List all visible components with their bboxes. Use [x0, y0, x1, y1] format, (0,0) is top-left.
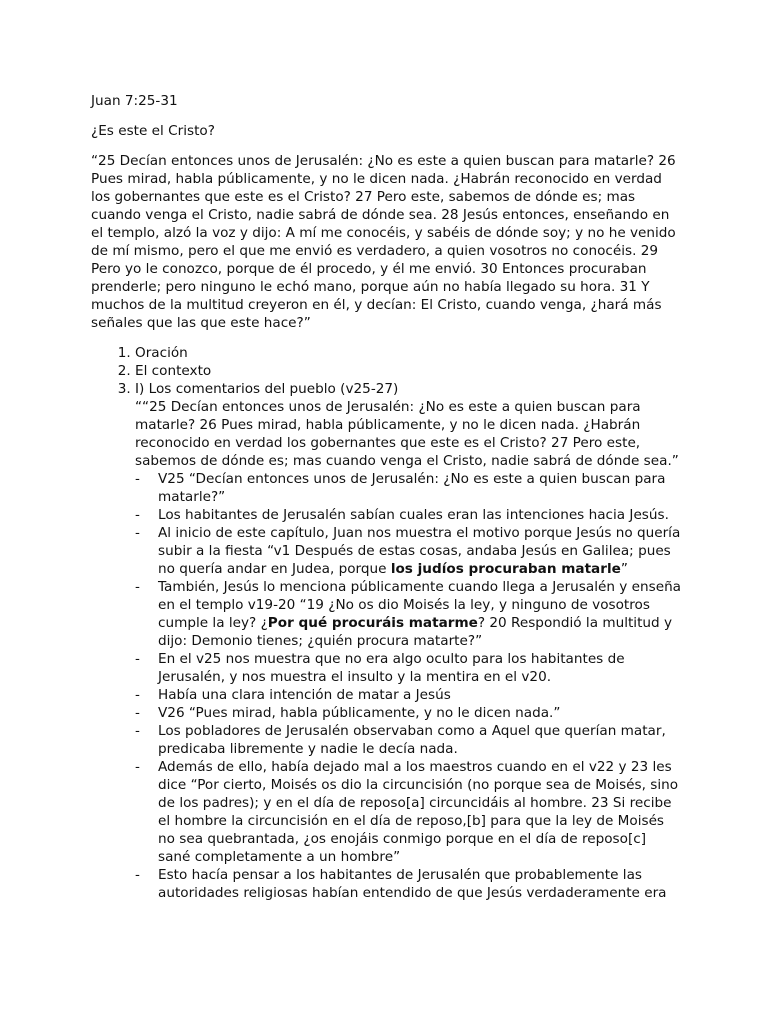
list-item — [158, 758, 681, 866]
list-item-text: V25 “Decían entonces unos de Jerusalén: ¿No es este a quien buscan para matarle?” — [158, 471, 666, 505]
scripture-passage: “25 Decían entonces unos de Jerusalén: ¿No es este a quien buscan para matarle? 26 Pues mirad, habla públicamente, y no le dicen nada. ¿Habrán reconocido en verdad los gobernantes que este es el Cristo? 27 Pero este, sabemos de dónde es; mas cuando venga el Cristo, nadie sabrá de dónde sea. 28 Jesús entonces, enseñando en el templo, alzó la voz y dijo: A mí me conocéis, y sabéis de dónde soy; y no he venido de mí mismo, pero el que me envió es verdadero, a quien vosotros no conocéis. 29 Pero yo le conozco, porque de él procedo, y él me envió. 30 Entonces procuraban prenderle; pero ninguno le echó mano, porque aún no había llegado su hora. 31 Y muchos de la multitud creyeron en él, y decían: El Cristo, cuando venga, ¿hará más señales que las que este hace?” — [91, 153, 676, 331]
outline-item-label: El contexto — [135, 363, 212, 379]
list-item-text: Al inicio de este capítulo, Juan nos muestra el motivo porque Jesús no quería subir a la fiesta “v1 Después de estas cosas, andaba Jesús en Galilea; pues no quería andar en Judea, porque — [158, 525, 681, 577]
list-item-text: Esto hacía pensar a los habitantes de Jerusalén que probablemente las autoridades religiosas habían entendido de que Jesús verdaderamente era — [158, 867, 667, 901]
scripture-reference-title: Juan 7:25-31 — [91, 93, 178, 109]
outline-item-comments — [135, 380, 681, 902]
outline-item-quote: ““25 Decían entonces unos de Jerusalén: ¿No es este a quien buscan para matarle? 26 Pues mirad, habla públicamente, y no le dicen nada. ¿Habrán reconocido en verdad los gobernantes que este es el Cristo? 27 Pero este, sabemos de dónde es; mas cuando venga el Cristo, nadie sabrá de dónde sea.” — [135, 399, 679, 469]
emphasized-text: Por qué procuráis matarme — [267, 615, 478, 631]
list-item-text: ” — [620, 561, 628, 577]
list-item — [158, 650, 681, 686]
list-item — [158, 722, 681, 758]
list-item-text: Había una clara intención de matar a Jesús — [158, 687, 451, 703]
outline-item-prayer — [135, 344, 681, 362]
list-item — [158, 470, 681, 506]
section-question-heading: ¿Es este el Cristo? — [91, 123, 215, 139]
list-item-text: También, Jesús lo menciona públicamente cuando llega a Jerusalén y enseña en el templo v19-20 “19 ¿No os dio Moisés la ley, y ninguno de vosotros cumple la ley? ¿ — [158, 579, 682, 631]
list-item-text: Los habitantes de Jerusalén sabían cuales eran las intenciones hacia Jesús. — [158, 507, 669, 523]
list-item — [158, 704, 681, 722]
outline-item-label: Oración — [135, 345, 188, 361]
list-item-text: V26 “Pues mirad, habla públicamente, y no le dicen nada.” — [158, 705, 561, 721]
list-item-text: Los pobladores de Jerusalén observaban como a Aquel que querían matar, predicaba libremente y nadie le decía nada. — [158, 723, 666, 757]
list-item-text: En el v25 nos muestra que no era algo oculto para los habitantes de Jerusalén, y nos muestra el insulto y la mentira en el v20. — [158, 651, 625, 685]
commentary-dash-list — [135, 470, 681, 902]
list-item — [158, 506, 681, 524]
sermon-outline — [91, 344, 681, 902]
list-item — [158, 578, 681, 650]
list-item — [158, 686, 681, 704]
outline-item-label: I) Los comentarios del pueblo (v25-27) — [135, 381, 399, 397]
outline-item-context — [135, 362, 681, 380]
list-item-text: ? 20 Respondió la multitud y dijo: Demonio tienes; ¿quién procura matarte?” — [158, 615, 673, 649]
document-content — [91, 92, 681, 902]
list-item — [158, 524, 681, 578]
emphasized-text: los judíos procuraban matarle — [390, 561, 621, 577]
list-item — [158, 866, 681, 902]
list-item-text: Además de ello, había dejado mal a los maestros cuando en el v22 y 23 les dice “Por cierto, Moisés os dio la circuncisión (no porque sea de Moisés, sino de los padres); y en el día de reposo[a] circuncidáis al hombre. 23 Si recibe el hombre la circuncisión en el día de reposo,[b] para que la ley de Moisés no sea quebrantada, ¿os enojáis conmigo porque en el día de reposo[c] sané completamente a un hombre” — [158, 759, 679, 865]
